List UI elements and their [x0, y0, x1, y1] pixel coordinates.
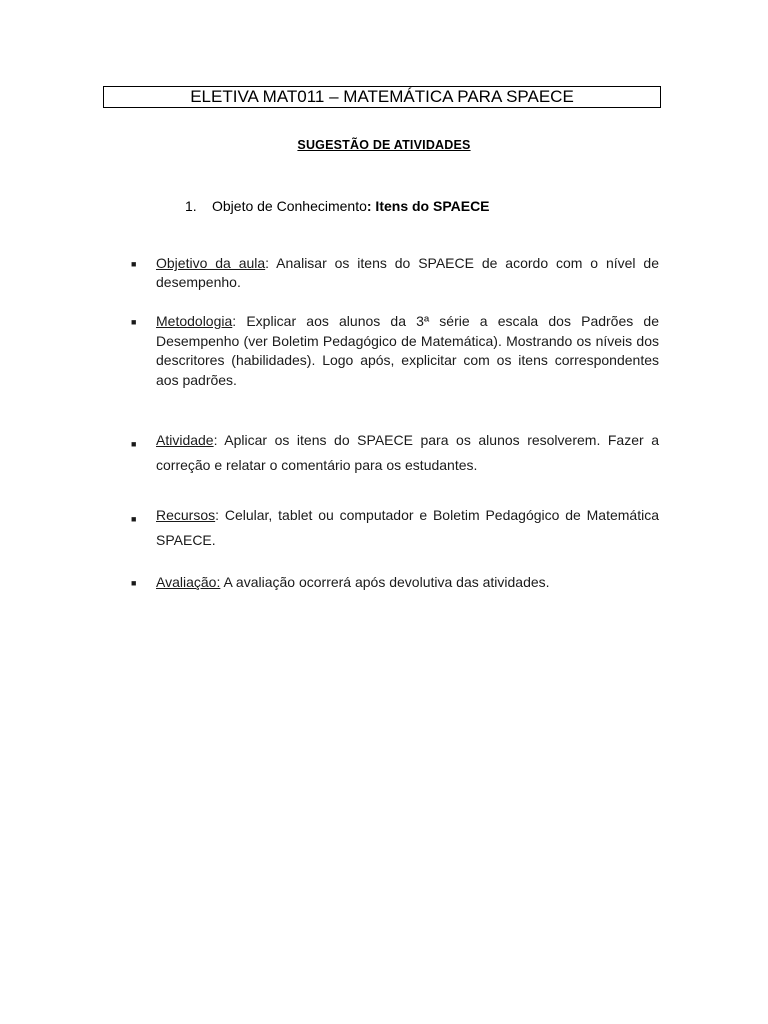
list-item-text	[156, 573, 659, 592]
item-separator: :	[232, 313, 237, 329]
item-separator: :	[213, 432, 218, 448]
heading-value: : Itens do SPAECE	[366, 198, 490, 214]
item-heading: Recursos	[156, 507, 216, 523]
item-body: A avaliação ocorrerá após devolutiva das atividades.	[220, 574, 550, 590]
list-item-metodologia	[131, 312, 659, 390]
item-body: Aplicar os itens do SPAECE para os alunos resolverem. Fazer a correção e relatar o comentário para os estudantes.	[156, 432, 659, 473]
square-bullet-icon: ■	[131, 259, 137, 269]
item-body: Celular, tablet ou computador e Boletim Pedagógico de Matemática SPAECE.	[156, 507, 659, 548]
item-heading: Avaliação:	[156, 574, 221, 590]
square-bullet-icon: ■	[131, 317, 137, 327]
square-bullet-icon: ■	[131, 578, 137, 588]
item-separator: :	[215, 507, 220, 523]
item-body: Analisar os itens do SPAECE de acordo com o nível de desempenho.	[156, 255, 659, 290]
document-title-text: ELETIVA MAT011 – MATEMÁTICA PARA SPAECE	[190, 87, 574, 106]
list-item-atividade	[131, 428, 659, 478]
list-item-text	[156, 312, 659, 390]
list-item-recursos	[131, 503, 659, 553]
document-subtitle: SUGESTÃO DE ATIVIDADES	[297, 138, 471, 152]
document-title	[103, 86, 661, 108]
item-heading: Objetivo da aula	[156, 255, 266, 271]
list-item-text	[156, 503, 659, 553]
item-separator: :	[265, 255, 270, 271]
list-item-text	[156, 254, 659, 292]
list-item-avaliacao	[131, 573, 659, 592]
heading-label: Objeto de Conhecimento	[212, 198, 367, 214]
item-heading: Atividade	[156, 432, 214, 448]
square-bullet-icon: ■	[131, 439, 137, 449]
item-body: Explicar aos alunos da 3ª série a escala dos Padrões de Desempenho (ver Boletim Pedagógico de Matemática). Mostrando os níveis dos descritores (habilidades). Logo após, explicitar com os itens correspondentes aos padrões.	[156, 313, 659, 388]
square-bullet-icon: ■	[131, 514, 137, 524]
item-heading: Metodologia	[156, 313, 233, 329]
list-item-objetivo	[131, 254, 659, 292]
numbered-heading	[185, 197, 490, 215]
heading-number: 1.	[185, 198, 197, 214]
list-item-text	[156, 428, 659, 478]
